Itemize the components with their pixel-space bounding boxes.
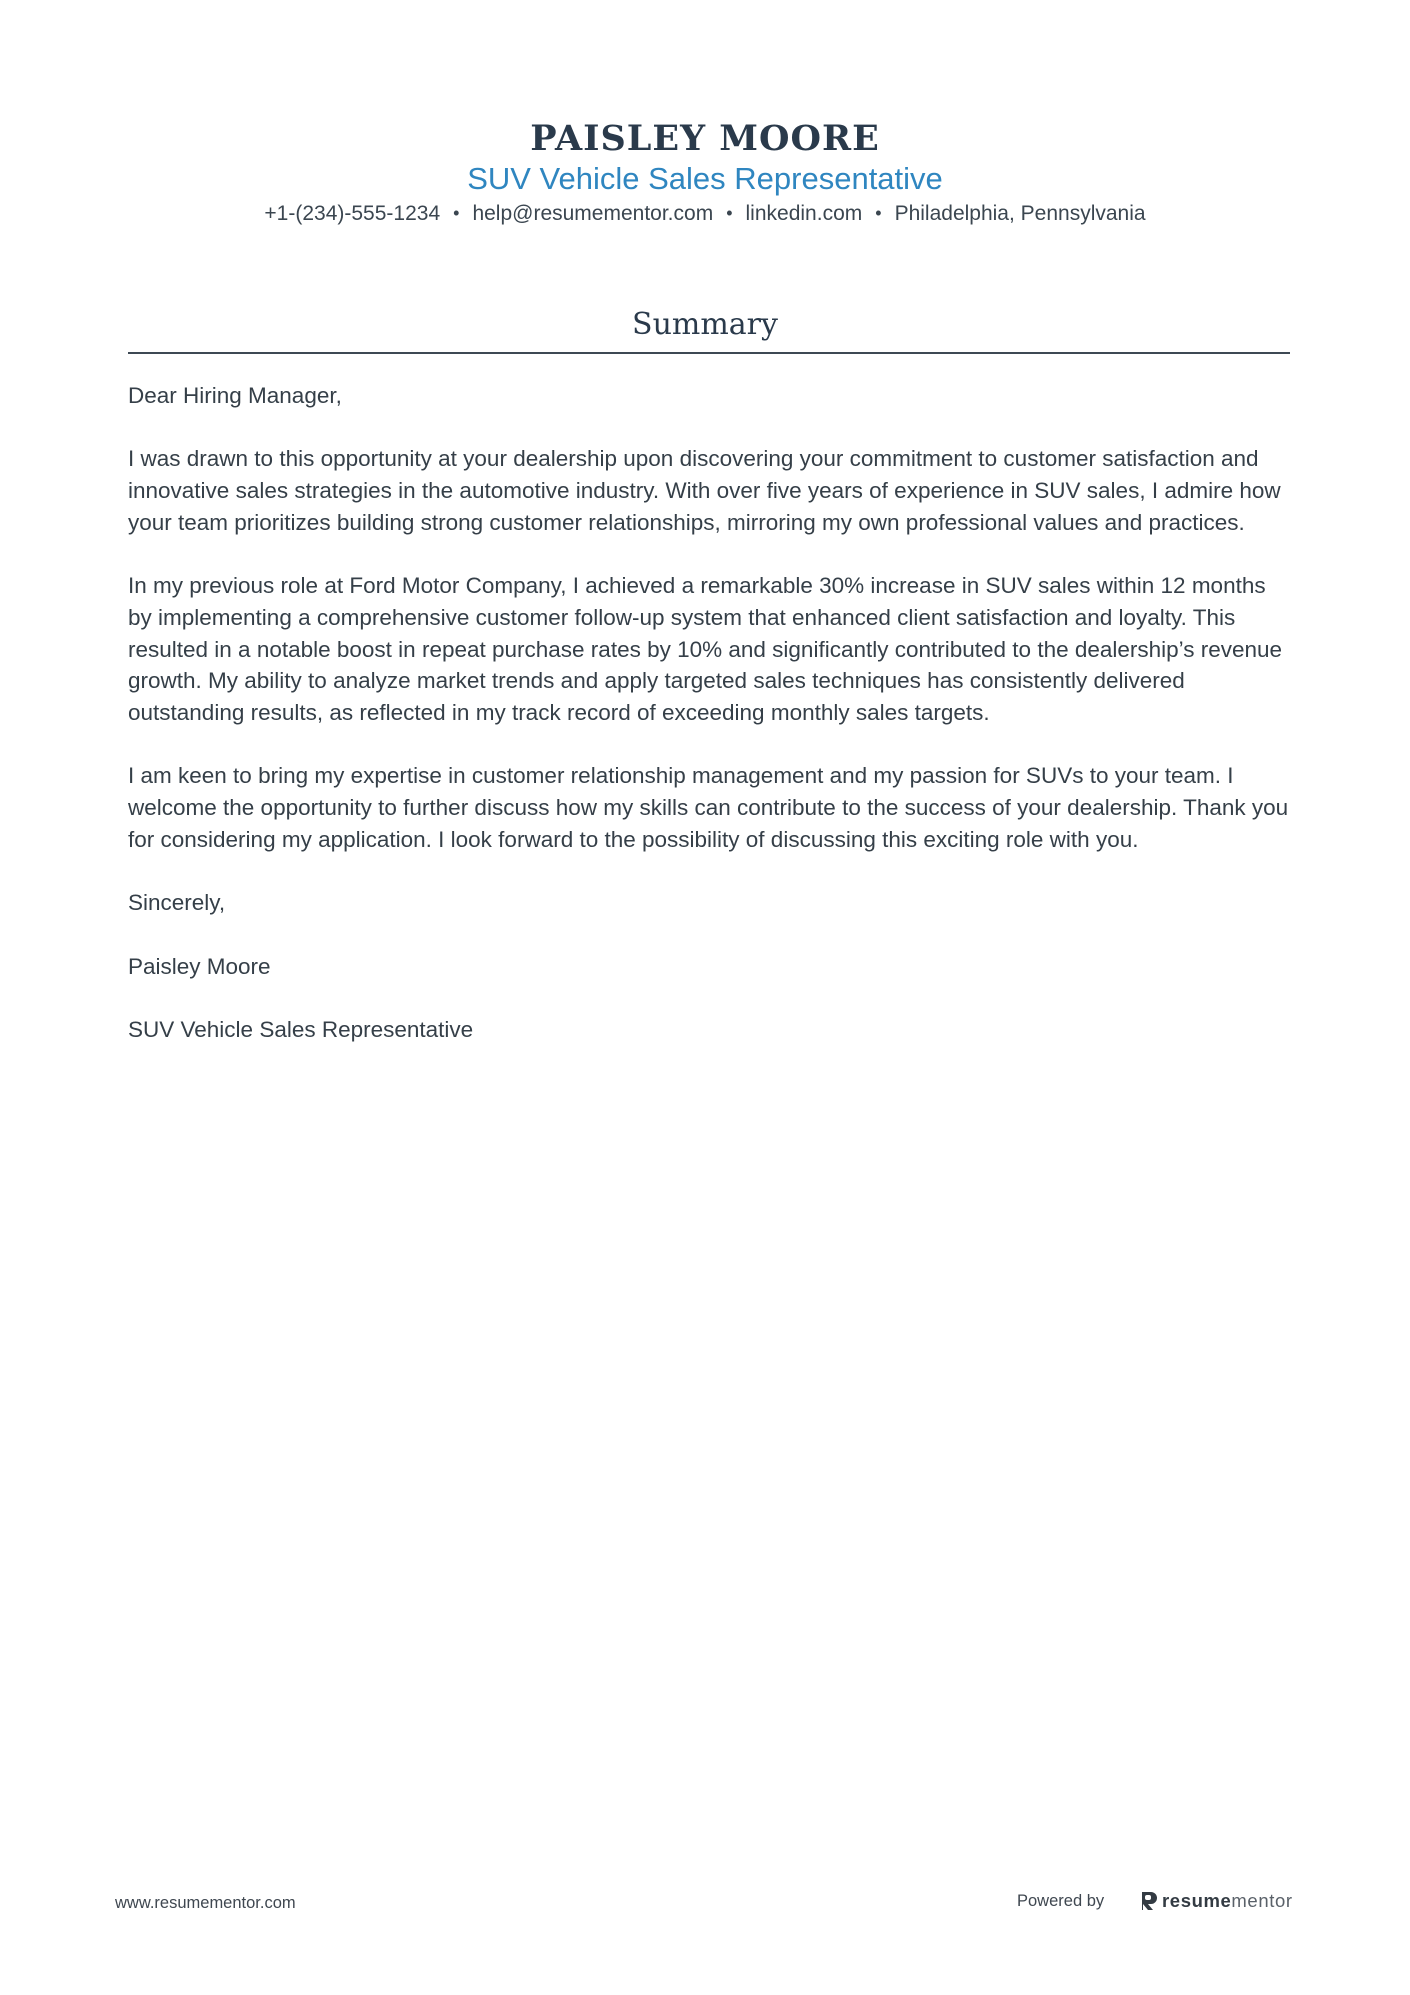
powered-by-label: Powered by [1017, 1892, 1105, 1910]
brand-wordmark-bold: resume [1162, 1890, 1232, 1911]
candidate-job-title: SUV Vehicle Sales Representative [467, 161, 943, 196]
signature-name: Paisley Moore [128, 953, 271, 979]
letter-body [128, 380, 1290, 1077]
contact-separator: • [726, 203, 733, 223]
contact-separator: • [453, 203, 460, 223]
contact-separator: • [875, 203, 882, 223]
section-title-summary: Summary [632, 307, 778, 342]
letter-closing: Sincerely, [128, 890, 226, 916]
contact-location: Philadelphia, Pennsylvania [894, 202, 1146, 225]
header [0, 118, 1410, 228]
section-divider [128, 352, 1290, 354]
letter-greeting: Dear Hiring Manager, [128, 383, 342, 408]
signature-title: SUV Vehicle Sales Representative [128, 1016, 474, 1042]
brand-wordmark-light: mentor [1231, 1890, 1293, 1911]
brand-logo[interactable] [1140, 1889, 1293, 1913]
brand-wordmark [1162, 1890, 1293, 1912]
footer-website-link[interactable]: www.resumementor.com [115, 1894, 296, 1912]
letter-paragraph-3: I am keen to bring my expertise in customer relationship management and my passion for SUVs to your team. I welcome the opportunity to further discuss how my skills can contribute to the success of your dealership. Thank you for considering my application. I look forward to the possibility of discussing this exciting role with you. [128, 763, 1289, 852]
letter-paragraph-2: In my previous role at Ford Motor Company, I achieved a remarkable 30% increase in SUV sales within 12 months by implementing a comprehensive customer follow-up system that enhanced client satisfaction and loyalty. This resulted in a notable boost in repeat purchase rates by 10% and significantly contributed to the dealership’s revenue growth. My ability to analyze market trends and apply targeted sales techniques has consistently delivered outstanding results, as reflected in my track record of exceeding monthly sales targets. [128, 573, 1283, 725]
resumementor-logo-icon [1140, 1890, 1158, 1912]
contact-email[interactable]: help@resumementor.com [472, 202, 714, 225]
contact-linkedin[interactable]: linkedin.com [745, 202, 863, 225]
letter-paragraph-1: I was drawn to this opportunity at your dealership upon discovering your commitment to customer satisfaction and innovative sales strategies in the automotive industry. With over five years of experience in SUV sales, I admire how your team prioritizes building strong customer relationships, mirroring my own professional values and practices. [128, 446, 1281, 535]
contact-phone: +1-(234)-555-1234 [264, 202, 441, 225]
contact-line [0, 200, 1410, 228]
candidate-name: PAISLEY MOORE [530, 118, 880, 159]
